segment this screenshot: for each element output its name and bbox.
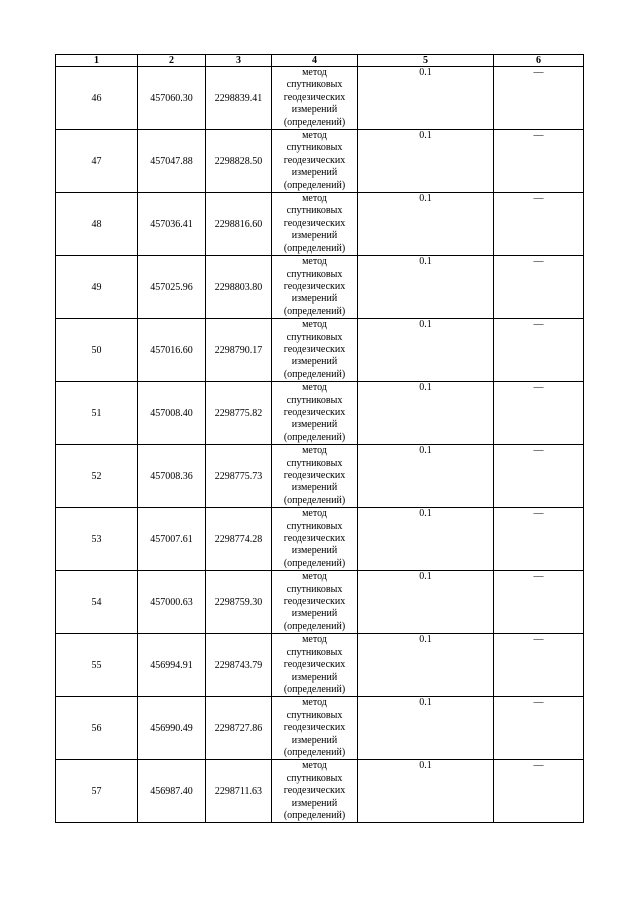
note-cell: — — [494, 445, 584, 508]
method-cell — [272, 508, 358, 571]
note-cell: — — [494, 382, 584, 445]
method-line: метод — [302, 571, 327, 583]
point-number-cell: 57 — [56, 760, 138, 823]
x-coordinate-cell: 456987.40 — [138, 760, 206, 823]
note-cell: — — [494, 256, 584, 319]
header-cell-4: 4 — [272, 55, 358, 67]
method-line: (определений) — [283, 620, 346, 632]
x-coordinate-cell: 457007.61 — [138, 508, 206, 571]
accuracy-cell: 0.1 — [358, 382, 494, 445]
method-cell — [272, 256, 358, 319]
method-line: спутниковых — [286, 520, 343, 532]
method-line: измерений — [291, 104, 338, 116]
header-cell-3: 3 — [206, 55, 272, 67]
header-cell-2: 2 — [138, 55, 206, 67]
method-line: (определений) — [283, 494, 346, 506]
x-coordinate-cell: 456990.49 — [138, 697, 206, 760]
method-line: измерений — [291, 671, 338, 683]
y-coordinate-cell: 2298711.63 — [206, 760, 272, 823]
method-line: геодезических — [283, 154, 346, 166]
table-row — [56, 193, 584, 256]
point-number-cell: 56 — [56, 697, 138, 760]
x-coordinate-cell: 457008.40 — [138, 382, 206, 445]
method-line: геодезических — [283, 91, 346, 103]
accuracy-cell: 0.1 — [358, 571, 494, 634]
point-number-cell: 48 — [56, 193, 138, 256]
method-line: (определений) — [283, 746, 346, 758]
method-line: метод — [302, 256, 327, 268]
method-line: (определений) — [283, 242, 346, 254]
point-number-cell: 52 — [56, 445, 138, 508]
method-line: (определений) — [283, 809, 346, 821]
y-coordinate-cell: 2298774.28 — [206, 508, 272, 571]
method-line: геодезических — [283, 280, 346, 292]
table-row — [56, 445, 584, 508]
method-line: спутниковых — [286, 709, 343, 721]
method-line: метод — [302, 634, 327, 646]
header-row — [56, 55, 584, 67]
method-line: геодезических — [283, 722, 346, 734]
accuracy-cell: 0.1 — [358, 67, 494, 130]
accuracy-cell: 0.1 — [358, 445, 494, 508]
method-cell — [272, 130, 358, 193]
method-cell — [272, 67, 358, 130]
table-row — [56, 697, 584, 760]
method-cell — [272, 445, 358, 508]
method-line: измерений — [291, 419, 338, 431]
method-line: спутниковых — [286, 772, 343, 784]
method-line: метод — [302, 445, 327, 457]
method-line: геодезических — [283, 470, 346, 481]
method-line: спутниковых — [286, 142, 343, 154]
accuracy-cell: 0.1 — [358, 634, 494, 697]
method-line: (определений) — [283, 431, 346, 443]
point-number-cell: 49 — [56, 256, 138, 319]
method-line: метод — [302, 508, 327, 520]
method-cell — [272, 634, 358, 697]
method-line: геодезических — [283, 533, 346, 545]
method-line: геодезических — [283, 596, 346, 608]
method-cell — [272, 571, 358, 634]
method-cell — [272, 193, 358, 256]
method-line: метод — [302, 319, 327, 331]
table-row — [56, 571, 584, 634]
accuracy-cell: 0.1 — [358, 193, 494, 256]
accuracy-cell: 0.1 — [358, 130, 494, 193]
y-coordinate-cell: 2298803.80 — [206, 256, 272, 319]
note-cell: — — [494, 319, 584, 382]
y-coordinate-cell: 2298839.41 — [206, 67, 272, 130]
coordinates-table — [55, 54, 584, 823]
x-coordinate-cell: 457025.96 — [138, 256, 206, 319]
method-line: геодезических — [283, 406, 346, 418]
method-line: измерений — [291, 167, 338, 179]
note-cell: — — [494, 508, 584, 571]
table-row — [56, 760, 584, 823]
y-coordinate-cell: 2298775.73 — [206, 445, 272, 508]
method-line: измерений — [291, 545, 338, 557]
method-line: метод — [302, 382, 327, 394]
method-line: измерений — [291, 356, 338, 368]
point-number-cell: 54 — [56, 571, 138, 634]
method-cell — [272, 760, 358, 823]
point-number-cell: 46 — [56, 67, 138, 130]
y-coordinate-cell: 2298816.60 — [206, 193, 272, 256]
point-number-cell: 53 — [56, 508, 138, 571]
x-coordinate-cell: 457047.88 — [138, 130, 206, 193]
method-line: (определений) — [283, 557, 346, 569]
note-cell: — — [494, 67, 584, 130]
method-line: измерений — [291, 608, 338, 620]
accuracy-cell: 0.1 — [358, 697, 494, 760]
y-coordinate-cell: 2298828.50 — [206, 130, 272, 193]
accuracy-cell: 0.1 — [358, 760, 494, 823]
method-line: (определений) — [283, 116, 346, 128]
method-line: измерений — [291, 230, 338, 242]
method-line: спутниковых — [286, 205, 343, 217]
x-coordinate-cell: 457036.41 — [138, 193, 206, 256]
method-line: геодезических — [283, 659, 346, 671]
note-cell: — — [494, 760, 584, 823]
y-coordinate-cell: 2298775.82 — [206, 382, 272, 445]
note-cell: — — [494, 130, 584, 193]
x-coordinate-cell: 457000.63 — [138, 571, 206, 634]
table-row — [56, 67, 584, 130]
method-line: метод — [302, 67, 327, 78]
method-line: (определений) — [283, 179, 346, 191]
method-line: геодезических — [283, 785, 346, 797]
y-coordinate-cell: 2298790.17 — [206, 319, 272, 382]
note-cell: — — [494, 193, 584, 256]
accuracy-cell: 0.1 — [358, 508, 494, 571]
accuracy-cell: 0.1 — [358, 319, 494, 382]
table-row — [56, 634, 584, 697]
method-line: геодезических — [283, 217, 346, 229]
point-number-cell: 51 — [56, 382, 138, 445]
x-coordinate-cell: 457008.36 — [138, 445, 206, 508]
method-line: метод — [302, 130, 327, 142]
method-line: метод — [302, 697, 327, 709]
method-line: спутниковых — [286, 394, 343, 406]
method-line: спутниковых — [286, 583, 343, 595]
note-cell: — — [494, 697, 584, 760]
method-line: (определений) — [283, 683, 346, 695]
x-coordinate-cell: 457060.30 — [138, 67, 206, 130]
method-line: спутниковых — [286, 331, 343, 343]
point-number-cell: 50 — [56, 319, 138, 382]
method-line: спутниковых — [286, 646, 343, 658]
point-number-cell: 47 — [56, 130, 138, 193]
method-cell — [272, 319, 358, 382]
table-row — [56, 319, 584, 382]
method-cell — [272, 697, 358, 760]
method-line: геодезических — [283, 343, 346, 355]
method-line: измерений — [291, 482, 338, 494]
point-number-cell: 55 — [56, 634, 138, 697]
method-line: метод — [302, 760, 327, 772]
method-line: измерений — [291, 797, 338, 809]
method-line: метод — [302, 193, 327, 205]
x-coordinate-cell: 457016.60 — [138, 319, 206, 382]
method-line: (определений) — [283, 305, 346, 317]
method-cell — [272, 382, 358, 445]
table-body — [56, 67, 584, 823]
method-line: спутниковых — [286, 79, 343, 91]
method-line: спутниковых — [286, 268, 343, 280]
table-row — [56, 130, 584, 193]
header-cell-1: 1 — [56, 55, 138, 67]
note-cell: — — [494, 571, 584, 634]
y-coordinate-cell: 2298727.86 — [206, 697, 272, 760]
table-row — [56, 382, 584, 445]
note-cell: — — [494, 634, 584, 697]
method-line: измерений — [291, 734, 338, 746]
table-row — [56, 508, 584, 571]
method-line: спутниковых — [286, 457, 343, 469]
table-row — [56, 256, 584, 319]
y-coordinate-cell: 2298759.30 — [206, 571, 272, 634]
method-line: измерений — [291, 293, 338, 305]
method-line: (определений) — [283, 368, 346, 380]
header-cell-6: 6 — [494, 55, 584, 67]
header-cell-5: 5 — [358, 55, 494, 67]
x-coordinate-cell: 456994.91 — [138, 634, 206, 697]
accuracy-cell: 0.1 — [358, 256, 494, 319]
y-coordinate-cell: 2298743.79 — [206, 634, 272, 697]
